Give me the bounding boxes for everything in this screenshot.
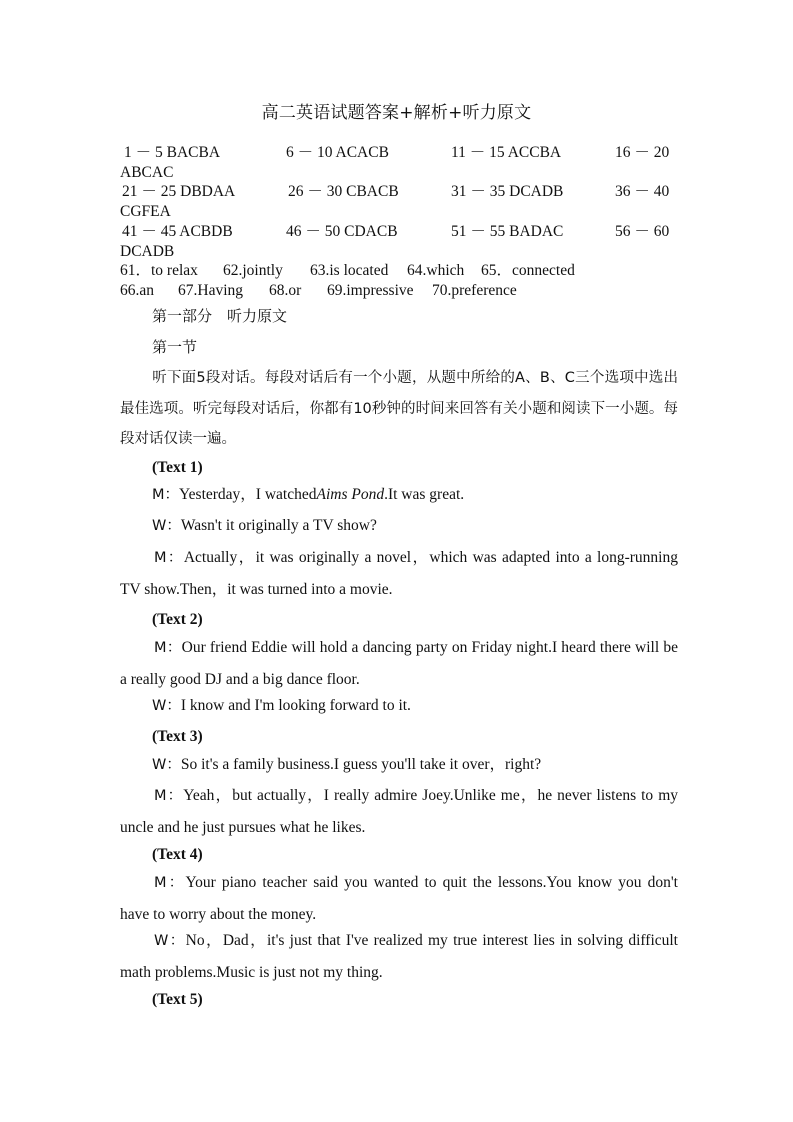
instructions-text: 听下面5段对话。每段对话后有一个小题，从题中所给的A、B、C三个选项中选出最佳选项。听完每段对话后，你都有10秒钟的时间来回答有关小题和阅读下一小题。每段对话仅读一遍。 [120, 370, 678, 447]
dialog-text: Your piano teacher said you wanted to quit the lessons.You know you don't have to worry about the money. [120, 874, 678, 923]
answer-cell: 26 － 30 CBACB [288, 183, 399, 200]
dialog-text: Wasn't it originally a TV show? [180, 517, 377, 534]
page-title: 高二英语试题答案+解析+听力原文 [261, 103, 532, 123]
answer-wrap: CGFEA [120, 203, 171, 220]
dialog-paragraph [120, 780, 678, 843]
answer-cell: 46 － 50 CDACB [286, 223, 398, 240]
dialog-text: Yeah，but actually，I really admire Joey.Unlike me，he never listens to my uncle and he just pursues what he likes. [120, 787, 678, 836]
speaker-label: M： [154, 788, 184, 804]
speaker-label: W： [152, 518, 181, 534]
dialog-line [152, 755, 541, 775]
speaker-label: M： [154, 875, 186, 891]
instructions-paragraph [120, 363, 678, 455]
speaker-label: W： [152, 757, 181, 773]
dialog-paragraph [120, 542, 678, 605]
dialog-line [152, 485, 464, 505]
answer-cell: 31 － 35 DCADB [451, 183, 564, 200]
dialog-italic-title: Aims Pond [316, 486, 385, 503]
fill-in-row-2 [120, 281, 680, 301]
text-label: (Text 4) [152, 846, 203, 863]
answer-cell: 36 － 40 [615, 183, 670, 200]
dialog-paragraph [120, 925, 678, 988]
answer-cell: 21 － 25 DBDAA [122, 183, 236, 200]
speaker-label: M： [152, 487, 180, 503]
dialog-text: Our friend Eddie will hold a dancing party on Friday night.I heard there will be a really good DJ and a big dance floor. [120, 639, 678, 688]
dialog-paragraph [120, 632, 678, 695]
fill-in-answer: 64.which [407, 262, 465, 279]
dialog-text: So it's a family business.I guess you'll take it over，right? [180, 756, 542, 773]
fill-in-answer: 61．to relax [120, 262, 198, 279]
fill-in-answer: 68.or [269, 282, 302, 299]
answer-cell: 1 － 5 BACBA [124, 144, 221, 161]
answer-wrap: DCADB [120, 243, 175, 260]
answer-cell: 56 － 60 [615, 223, 670, 240]
answer-cell: 6 － 10 ACACB [286, 144, 389, 161]
fill-in-answer: 67.Having [178, 282, 244, 299]
text-label: (Text 2) [152, 611, 203, 628]
text-label: (Text 3) [152, 728, 203, 745]
fill-in-answer: 70.preference [432, 282, 517, 299]
fill-in-answer: 65．connected [481, 262, 575, 279]
text-label: (Text 5) [152, 991, 203, 1008]
answer-wrap: ABCAC [120, 164, 174, 181]
speaker-label: W： [154, 933, 186, 949]
answer-cell: 51 － 55 BADAC [451, 223, 564, 240]
fill-in-row-1 [120, 261, 680, 281]
text-label: (Text 1) [152, 459, 203, 476]
fill-in-answer: 62.jointly [223, 262, 283, 279]
dialog-line [152, 516, 377, 536]
dialog-line [152, 696, 411, 716]
subsection-heading: 第一节 [152, 338, 198, 356]
dialog-text: I know and I'm looking forward to it. [180, 697, 411, 714]
section-heading: 第一部分 听力原文 [152, 307, 288, 325]
answer-cell: 11 － 15 ACCBA [451, 144, 562, 161]
speaker-label: W： [152, 698, 181, 714]
dialog-text: No，Dad，it's just that I've realized my true interest lies in solving difficult math problems.Music is just not my thing. [120, 932, 678, 981]
dialog-paragraph [120, 867, 678, 930]
answer-cell: 16 － 20 [615, 144, 670, 161]
fill-in-answer: 63.is located [310, 262, 389, 279]
fill-in-answer: 69.impressive [327, 282, 414, 299]
fill-in-answer: 66.an [120, 282, 155, 299]
dialog-text: Actually，it was originally a novel，which was adapted into a long-running TV show.Then，it was turned into a movie. [120, 549, 678, 598]
speaker-label: M： [154, 640, 182, 656]
dialog-text: .It was great. [384, 486, 465, 503]
dialog-text: Yesterday，I watched [179, 486, 317, 503]
speaker-label: M： [154, 550, 184, 566]
answer-cell: 41 － 45 ACBDB [122, 223, 233, 240]
